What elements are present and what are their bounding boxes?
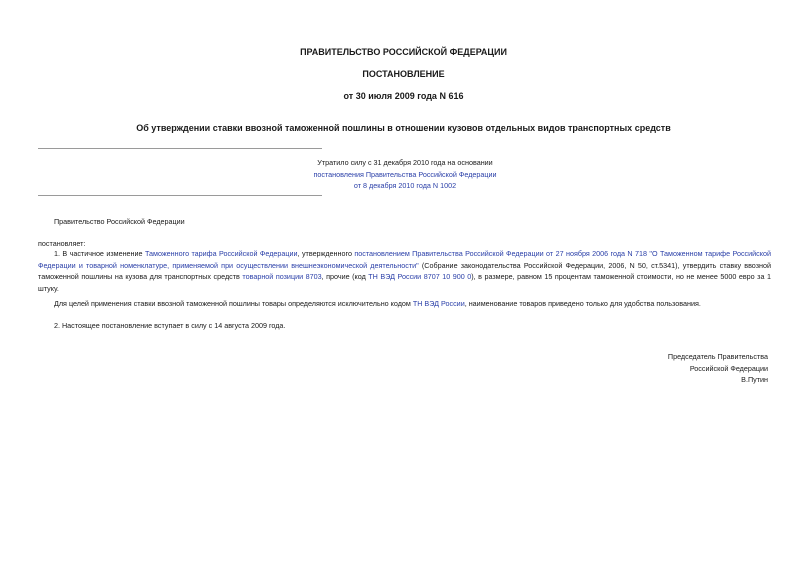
resolves-text: постановляет: xyxy=(38,239,86,248)
document-type: ПОСТАНОВЛЕНИЕ xyxy=(362,69,445,79)
divider-bottom xyxy=(38,195,322,196)
paragraph-2: 2. Настоящее постановление вступает в силу с 14 августа 2009 года. xyxy=(54,321,286,330)
divider-top xyxy=(38,148,322,149)
link-heading-8703[interactable]: товарной позиции 8703 xyxy=(242,272,322,281)
paragraph-1 xyxy=(38,248,771,294)
p1-text-4: , прочие (код xyxy=(321,272,369,281)
link-tn-ved[interactable]: ТН ВЭД России xyxy=(412,299,465,308)
p1-text-1: 1. В частичное изменение xyxy=(54,249,145,258)
signature-name: В.Путин xyxy=(741,375,768,384)
p1-text-5: ), в размере, равном 15 процентам таможенной стоимости, но не менее 5000 евро за 1 штуку. xyxy=(38,272,771,293)
signature-position: Председатель Правительства xyxy=(667,352,768,361)
document-date-number: от 30 июля 2009 года N 616 xyxy=(343,91,464,101)
p1-text-3: (Собрание законодательства Российской Федерации, 2006, N 50, ст.5341), утвердить ставку ввозной таможенной пошлины на кузова для транспортных средств xyxy=(38,260,771,281)
p1b-text-2: , наименование товаров приведено только для удобства пользования. xyxy=(464,299,701,308)
signature-country: Российской Федерации xyxy=(689,363,768,373)
link-resolution-718[interactable]: постановлением Правительства Российской Федерации от 27 ноября 2006 года N 718 "О Таможенном тарифе Российской Федерации и товарной номенклатуре, применяемой при осуществлении внешнеэкономической деятельности" xyxy=(38,249,772,270)
issuer-text: Правительство Российской Федерации xyxy=(54,217,185,226)
status-note xyxy=(250,157,560,192)
status-link-resolution[interactable]: постановления Правительства Российской Федерации xyxy=(313,169,497,179)
government-heading: ПРАВИТЕЛЬСТВО РОССИЙСКОЙ ФЕДЕРАЦИИ xyxy=(300,47,507,57)
document-title: Об утверждении ставки ввозной таможенной пошлины в отношении кузовов отдельных видов транспортных средств xyxy=(136,123,671,133)
status-line: Утратило силу с 31 декабря 2010 года на основании xyxy=(317,158,493,167)
status-link-date[interactable]: от 8 декабря 2010 года N 1002 xyxy=(353,181,457,190)
p1b-text-1: Для целей применения ставки ввозной таможенной пошлины товары определяются исключительно кодом xyxy=(54,299,413,308)
paragraph-1b xyxy=(54,298,771,310)
link-tn-ved-code[interactable]: ТН ВЭД России 8707 10 900 0 xyxy=(368,272,472,281)
link-customs-tariff[interactable]: Таможенного тарифа Российской Федерации xyxy=(144,249,298,258)
p1-text-2: , утвержденного xyxy=(297,249,355,258)
signature-block xyxy=(668,351,768,386)
